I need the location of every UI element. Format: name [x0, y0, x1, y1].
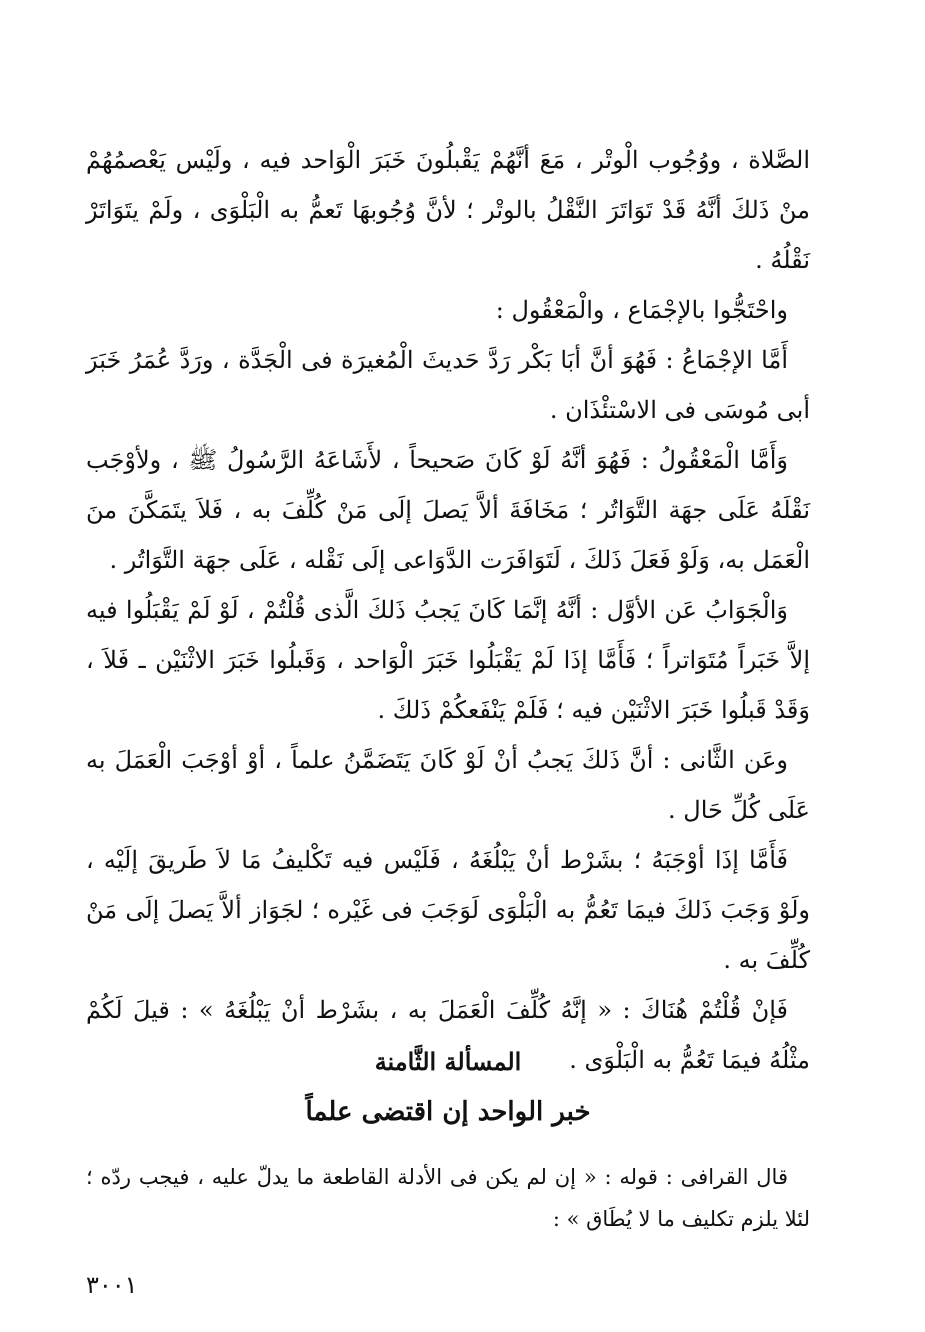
paragraph: واحْتَجُّوا بالإجْمَاع ، والْمَعْقُول :	[495, 296, 788, 324]
paragraph: وَالْجَوَابُ عَن الأوَّل : أنَّهُ إنَّمَا كَانَ يَجبُ ذَلكَ الَّذى قُلْتُمْ ، لَوْ لَمْ يَقْبَلُوا فيه إلاَّ خَبَراً مُتَوَاتراً ؛ فَأَمَّا إذَا لَمْ يَقْبَلُوا خَبَرَ الْوَاحد ، وَقَبلُوا خَبَرَ الاثْنَيْن ـ فَلاَ ، وَقَدْ قَبلُوا خَبَرَ الاثْنَيْن فيه ؛ فَلَمْ يَنْفَعكُمْ ذَلكَ .	[86, 596, 810, 724]
paragraph: وَأَمَّا الْمَعْقُولُ : فَهُوَ أنَّهُ لَوْ كَانَ صَحيحاً ، لأَشَاعَهُ الرَّسُولُ ﷺ ، ولأوْجَب نَقْلَهُ عَلَى جهَة التَّوَاتُر ؛ مَخَافَةَ ألاَّ يَصلَ إلَى مَنْ كُلِّفَ به ، فَلاَ يتَمَكَّنَ منَ الْعَمَل به، وَلَوْ فَعَلَ ذَلكَ ، لَتَوَافَرَت الدَّوَاعى إلَى نَقْله ، عَلَى جهَة التَّوَاتُر .	[86, 446, 810, 574]
page-number: ٣٠٠١	[86, 1271, 138, 1299]
paragraph: فَإنْ قُلْتُمْ هُنَاكَ : « إنَّهُ كُلِّفَ الْعَمَلَ به ، بشَرْط أنْ يَبْلُغَهُ » : قيلَ لَكُمْ مثْلُهُ فيمَا تَعُمُّ به الْبَلْوَى .	[86, 996, 810, 1074]
section-title: خبر الواحد إن اقتضى علماً	[305, 1097, 591, 1127]
commentary-note	[86, 1156, 810, 1240]
paragraph: أَمَّا الإجْمَاعُ : فَهُوَ أنَّ أبَا بَكْر رَدَّ حَديثَ الْمُغيرَة فى الْجَدَّة ، ورَدَّ عُمَرُ خَبَرَ أبى مُوسَى فى الاسْتئْذَان .	[86, 346, 810, 424]
paragraph: فَأَمَّا إذَا أوْجَبَهُ ؛ بشَرْط أنْ يَبْلُغَهُ ، فَلَيْس فيه تَكْليفُ مَا لاَ طَريقَ إلَيْه ، ولَوْ وَجَبَ ذَلكَ فيمَا تَعُمُّ به الْبَلْوَى لَوَجَبَ فى غَيْره ؛ لجَوَاز ألاَّ يَصلَ إلَى مَنْ كُلِّفَ به .	[86, 846, 810, 974]
section-heading: المسألة الثَّامنة	[374, 1047, 522, 1076]
paragraph: الصَّلاة ، ووُجُوب الْوتْر ، مَعَ أنَّهُمْ يَقْبلُونَ خَبَرَ الْوَاحد فيه ، ولَيْس يَعْصمُهُمْ منْ ذَلكَ أنَّهُ قَدْ تَوَاتَرَ النَّقْلُ بالوتْر ؛ لأنَّ وُجُوبهَا تَعمُّ به الْبَلْوَى ، ولَمْ يتَوَاتَرْ نَقْلُهُ .	[86, 146, 810, 274]
paragraph: وعَن الثَّانى : أنَّ ذَلكَ يَجبُ أنْ لَوْ كَانَ يَتَضَمَّنُ علماً ، أوْ أوْجَبَ الْعَمَلَ به عَلَى كُلِّ حَال .	[86, 746, 810, 824]
note-paragraph: قال القرافى : قوله : « إن لم يكن فى الأدلة القاطعة ما يدلّ عليه ، فيجب ردّه ؛ لئلا يلزم تكليف ما لا يُطَاق » :	[86, 1165, 810, 1231]
body-text	[86, 135, 810, 1085]
